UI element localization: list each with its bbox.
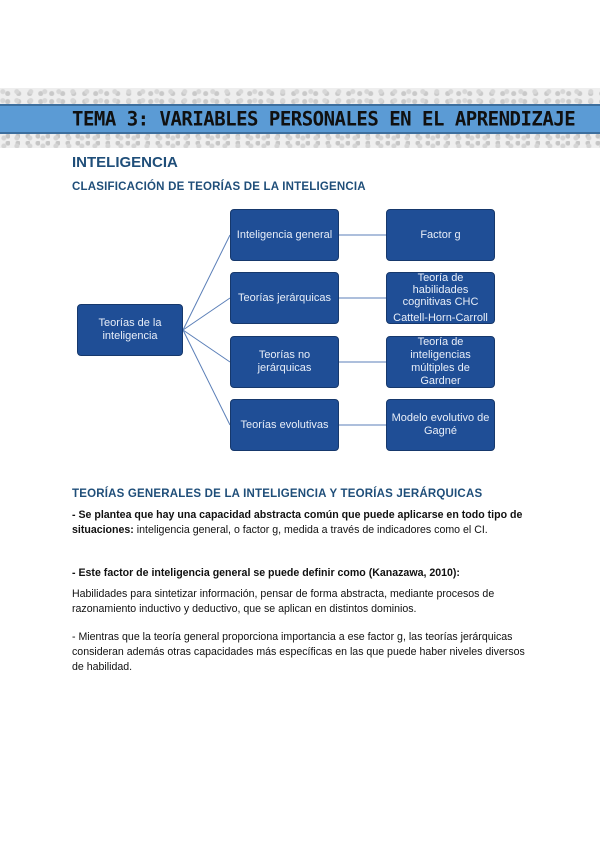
paragraph-1	[72, 508, 530, 538]
banner-pattern-bottom	[0, 134, 600, 148]
root-label-line1: Teorías de la	[98, 317, 162, 329]
node-label-line2: Gagné	[423, 425, 458, 437]
connector-root-branch1	[183, 235, 230, 330]
node-label-line1: Teorías no	[258, 349, 311, 361]
paragraph-4: - Mientras que la teoría general proporciona importancia a ese factor g, las teorías jerárquicas consideran además otras capacidades más específicas en las que puede haber niveles diversos de habilidad.	[72, 631, 525, 673]
diagram-root-node	[77, 304, 183, 356]
paragraph-3: Habilidades para sintetizar información, pensar de forma abstracta, mediante procesos de razonamiento inductivo y deductivo, que se aplican en distintos dominios.	[72, 588, 495, 615]
diagram-node-gagne	[386, 399, 495, 451]
root-label-line2: inteligencia	[102, 330, 158, 342]
node-label-line2: cognitivas CHC	[402, 296, 479, 308]
diagram-node-teorias-evolutivas	[230, 399, 339, 451]
connector-root-branch4	[183, 330, 230, 425]
diagram-node-factor-g	[386, 209, 495, 261]
node-label-line1: Teoría de inteligencias	[410, 336, 471, 361]
paragraph-1-bold: - Se plantea que hay una capacidad abstracta común que puede aplicarse en todo tipo de situaciones:	[72, 509, 523, 536]
node-label-line1: Teoría de habilidades	[412, 272, 469, 296]
diagram-node-teorias-no-jerarquicas	[230, 336, 339, 388]
section2-title: TEORÍAS GENERALES DE LA INTELIGENCIA Y TEORÍAS JERÁRQUICAS	[72, 488, 483, 500]
section-subtitle: CLASIFICACIÓN DE TEORÍAS DE LA INTELIGENCIA	[72, 181, 366, 193]
node-label: Factor g	[420, 228, 461, 241]
node-label-line2: múltiples de Gardner	[411, 362, 470, 387]
diagram-node-inteligencia-general	[230, 209, 339, 261]
paragraph-1-text: inteligencia general, o factor g, medida a través de indicadores como el CI.	[133, 524, 488, 536]
connector-root-branch3	[183, 330, 230, 362]
diagram-node-gardner	[386, 336, 495, 388]
paragraph-2-bold: - Este factor de inteligencia general se puede definir como (Kanazawa, 2010):	[72, 567, 460, 579]
node-label-line1: Modelo evolutivo de	[391, 412, 490, 424]
section-title: INTELIGENCIA	[72, 154, 178, 171]
paragraph-2	[72, 566, 530, 581]
connector-root-branch2	[183, 298, 230, 330]
diagram-node-teorias-jerarquicas	[230, 272, 339, 324]
node-label: Inteligencia general	[236, 228, 333, 241]
node-label-line3: Cattell-Horn-Carroll	[393, 312, 488, 324]
diagram-node-chc	[386, 272, 495, 324]
node-label: Teorías evolutivas	[240, 418, 329, 431]
node-label: Teorías jerárquicas	[238, 291, 331, 304]
node-label-line2: jerárquicas	[257, 362, 312, 374]
page-title: TEMA 3: VARIABLES PERSONALES EN EL APRENDIZAJE	[72, 107, 576, 131]
